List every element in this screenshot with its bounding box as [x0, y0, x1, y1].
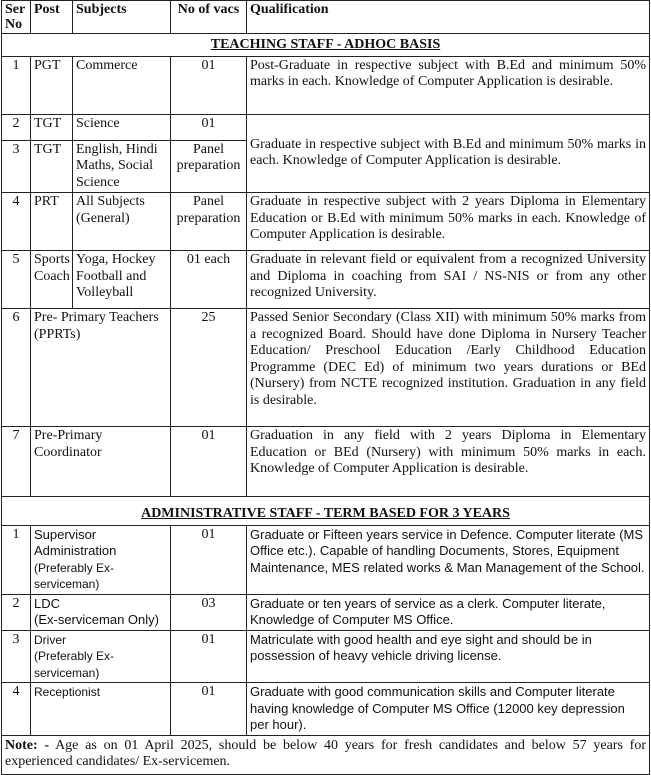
- row-post: Pre-Primary Coordinator: [31, 427, 171, 497]
- row-vacs: 01: [171, 525, 247, 594]
- row-post: Sports Coach: [31, 251, 73, 309]
- row-ser: 7: [2, 427, 31, 497]
- note-label: Note: -: [5, 737, 50, 753]
- row-qualification: Graduation in any field with 2 years Diploma in Elementary Education or BEd (Nursery) with minimum 50% marks in each. Knowledge of Computer Application is desirable.: [247, 427, 650, 497]
- row-qualification: Graduate with good communication skills and Computer literate having knowledge of Computer MS Office (12000 key depression per hour).: [247, 683, 650, 736]
- section-admin-row: [2, 497, 650, 526]
- row-vacs: Panel preparation: [171, 140, 247, 193]
- row-qualification: Graduate in relevant field or equivalent from a recognized University and Diploma in coaching from SAI / NS-NIS or from any other recognized University.: [247, 251, 650, 309]
- row-ser: 5: [2, 251, 31, 309]
- row-post-cell: [31, 683, 171, 736]
- note-text: Age as on 01 April 2025, should be below 40 years for fresh candidates and below 57 years for experienced candidates/ Ex-servicemen.: [5, 737, 647, 769]
- table-row: [2, 594, 650, 630]
- row-qualification: Graduate or ten years of service as a clerk. Computer literate, Knowledge of Computer MS Office.: [247, 594, 650, 630]
- row-subjects: Science: [73, 114, 171, 140]
- row-post: LDC: [34, 595, 61, 611]
- row-ser: 6: [2, 309, 31, 427]
- row-post: TGT: [31, 114, 73, 140]
- row-post-cell: [31, 525, 171, 594]
- row-post: PGT: [31, 56, 73, 114]
- row-ser: 1: [2, 56, 31, 114]
- row-post: TGT: [31, 140, 73, 193]
- vacancy-table: [1, 0, 650, 775]
- row-post: Pre- Primary Teachers (PPRTs): [31, 309, 171, 427]
- section-admin-title: ADMINISTRATIVE STAFF - TERM BASED FOR 3 YEARS: [2, 497, 650, 526]
- row-vacs: 25: [171, 309, 247, 427]
- row-post-cell: [31, 594, 171, 630]
- table-row: [2, 251, 650, 309]
- tgt-shared-qualification: Graduate in respective subject with B.Ed and minimum 50% marks in each. Knowledge of Computer Application is desirable.: [247, 114, 650, 193]
- row-qualification: Passed Senior Secondary (Class XII) with minimum 50% marks from a recognized Board. Should have done Diploma in Nursery Teacher Education/ Preschool Education /Early Childhood Education Programme (DEC Ed) of minimum two years durations or BEd (Nursery) from NCTE recognized institution. Graduation in any field is desirable.: [247, 309, 650, 427]
- row-ser: 4: [2, 193, 31, 251]
- header-post: Post: [31, 1, 73, 34]
- note-row: [2, 735, 650, 774]
- row-vacs: Panel preparation: [171, 193, 247, 251]
- table-row: [2, 525, 650, 594]
- row-vacs: 01: [171, 683, 247, 736]
- table-row: [2, 630, 650, 683]
- row-vacs: 01: [171, 114, 247, 140]
- row-subjects: Commerce: [73, 56, 171, 114]
- row-vacs: 01: [171, 630, 247, 683]
- row-ser: 4: [2, 683, 31, 736]
- table-row: [2, 427, 650, 497]
- row-ser: 1: [2, 525, 31, 594]
- row-ser: 2: [2, 114, 31, 140]
- row-subjects: Yoga, Hockey Football and Volleyball: [73, 251, 171, 309]
- table-row: [2, 56, 650, 114]
- row-post: Supervisor Administration: [34, 526, 117, 558]
- row-ser: 3: [2, 630, 31, 683]
- table-row: [2, 309, 650, 427]
- section-teaching-row: [2, 34, 650, 57]
- header-row: [2, 1, 650, 34]
- table-row: [2, 114, 650, 140]
- row-qualification: Matriculate with good health and eye sight and should be in possession of heavy vehicle driving license.: [247, 630, 650, 683]
- row-post-note: (Preferably Ex-serviceman): [34, 649, 115, 680]
- row-subjects: All Subjects (General): [73, 193, 171, 251]
- row-vacs: 01: [171, 56, 247, 114]
- row-ser: 2: [2, 594, 31, 630]
- row-post: Driver: [34, 632, 66, 647]
- row-post-cell: [31, 630, 171, 683]
- row-vacs: 03: [171, 594, 247, 630]
- header-qualification: Qualification: [247, 1, 650, 34]
- note-cell: [2, 735, 650, 774]
- table-row: [2, 193, 650, 251]
- header-subjects: Subjects: [73, 1, 171, 34]
- row-ser: 3: [2, 140, 31, 193]
- row-post: PRT: [31, 193, 73, 251]
- row-post-note: (Preferably Ex-serviceman): [34, 560, 115, 591]
- row-subjects: English, Hindi Maths, Social Science: [73, 140, 171, 193]
- row-post-note: (Ex-serviceman Only): [34, 612, 159, 627]
- row-vacs: 01: [171, 427, 247, 497]
- header-ser: Ser No: [2, 1, 31, 34]
- row-vacs: 01 each: [171, 251, 247, 309]
- row-qualification: Graduate in respective subject with 2 years Diploma in Elementary Education or B.Ed with minimum 50% marks in each. Knowledge of Computer Application is desirable.: [247, 193, 650, 251]
- section-teaching-title: TEACHING STAFF - ADHOC BASIS: [2, 34, 650, 57]
- row-post: Receptionist: [34, 685, 101, 699]
- row-qualification: Post-Graduate in respective subject with B.Ed and minimum 50% marks in each. Knowledge of Computer Application is desirable.: [247, 56, 650, 114]
- table-row: [2, 683, 650, 736]
- header-vacs: No of vacs: [171, 1, 247, 34]
- row-qualification: Graduate or Fifteen years service in Defence. Computer literate (MS Office etc.). Capable of handling Documents, Stores, Equipment Maintenance, MES related works & Man Management of the School.: [247, 525, 650, 594]
